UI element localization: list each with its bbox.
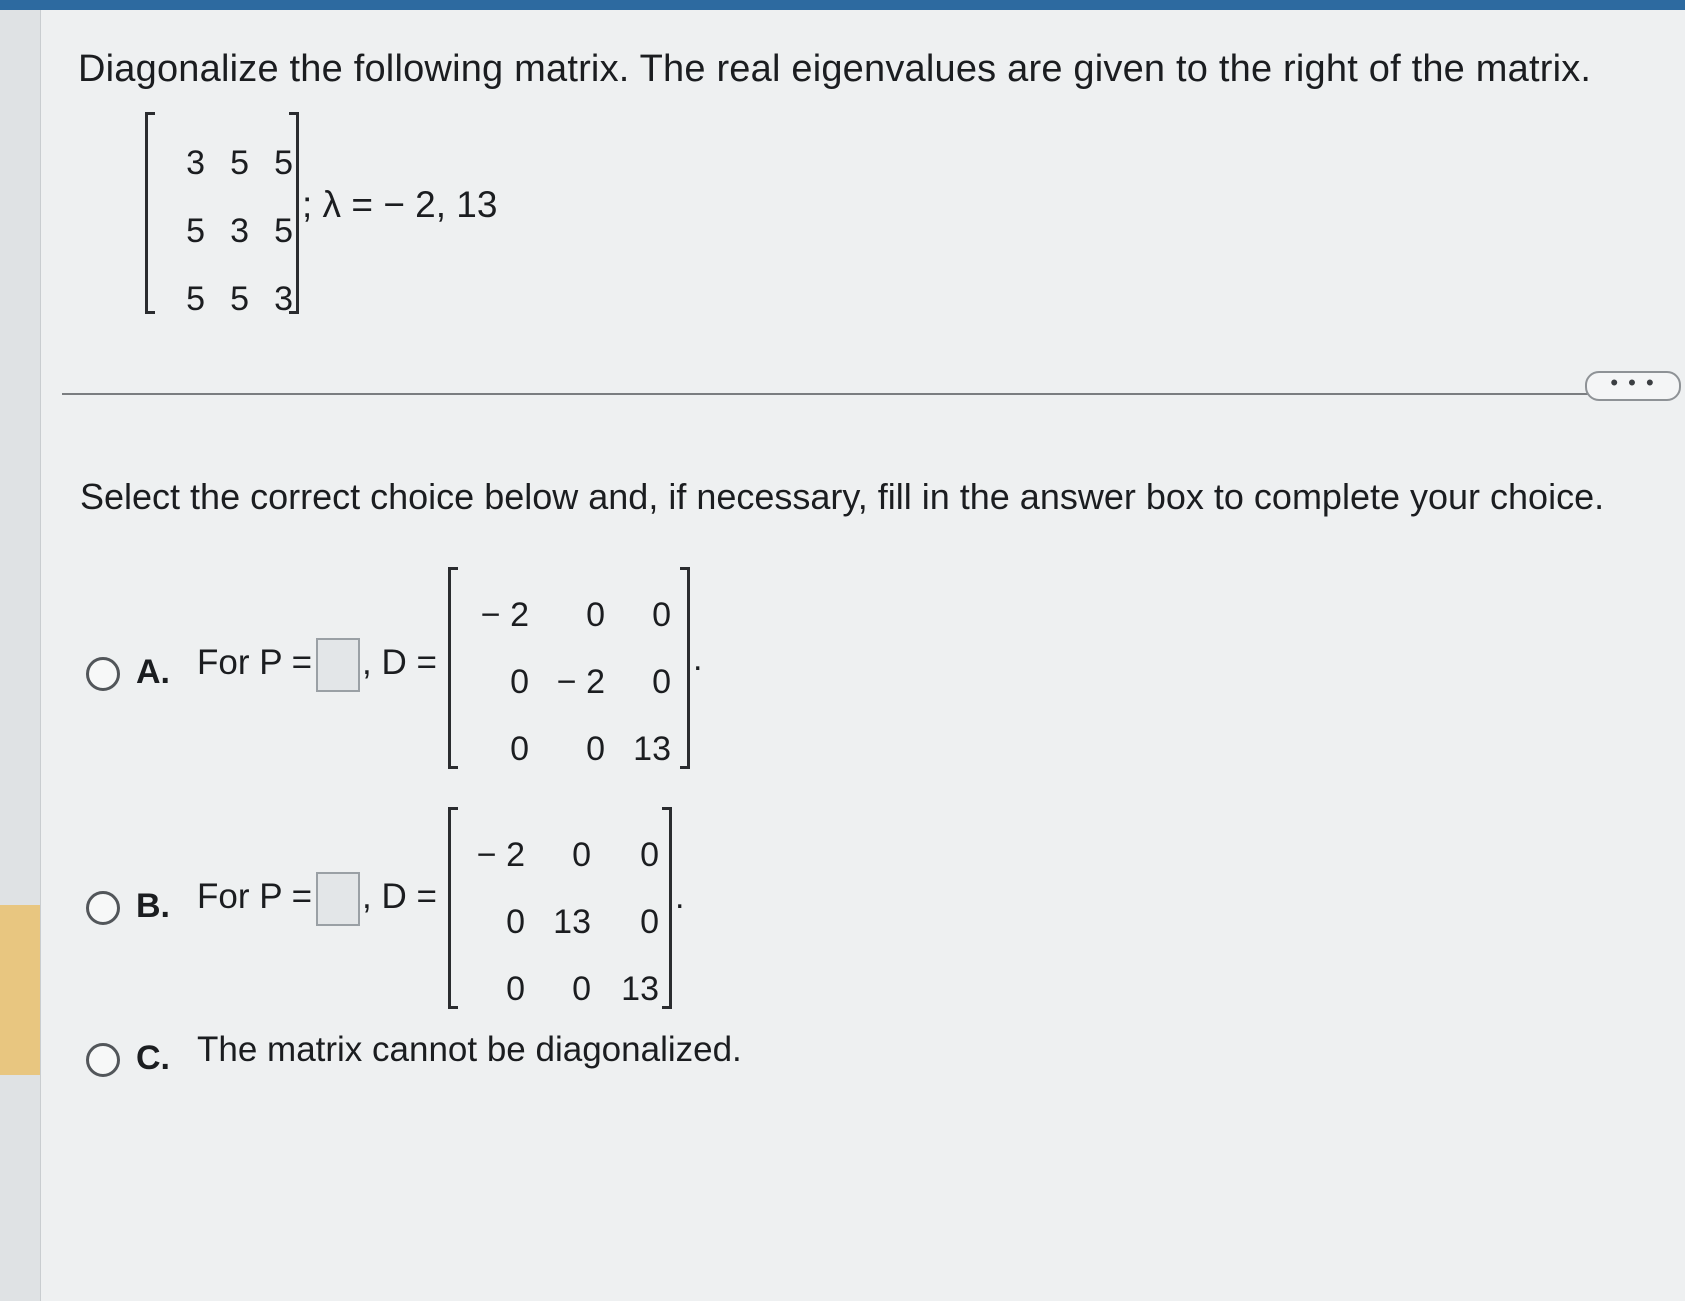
matrix-cell: 0 bbox=[586, 596, 605, 634]
matrix-cell: 5 bbox=[230, 143, 249, 182]
choice-a-prefix: For P = bbox=[197, 643, 313, 682]
instruction-text: Select the correct choice below and, if necessary, fill in the answer box to complete your choice. bbox=[80, 476, 1605, 517]
choice-b-period: . bbox=[675, 878, 685, 916]
matrix-cell: 5 bbox=[274, 211, 293, 250]
matrix-cell: − 2 bbox=[556, 663, 605, 701]
matrix-cell: 0 bbox=[510, 663, 529, 701]
matrix-cell: 0 bbox=[640, 836, 659, 874]
choice-b-middle: , D = bbox=[362, 877, 437, 916]
matrix-cell: 5 bbox=[186, 279, 205, 318]
left-panel-accent bbox=[0, 905, 40, 1075]
divider bbox=[62, 393, 1590, 395]
matrix-cell: 3 bbox=[186, 143, 205, 182]
choice-c-text: The matrix cannot be diagonalized. bbox=[197, 1030, 742, 1069]
matrix-cell: 3 bbox=[230, 211, 249, 250]
choice-a-answer-box[interactable] bbox=[316, 638, 360, 692]
choice-a-d-matrix bbox=[448, 570, 690, 766]
matrix-cell: 0 bbox=[586, 730, 605, 768]
choice-c-letter: C. bbox=[136, 1039, 170, 1077]
choice-a-middle: , D = bbox=[362, 643, 437, 682]
matrix-cell: 0 bbox=[510, 730, 529, 768]
matrix-cell: 3 bbox=[274, 279, 293, 318]
top-bar bbox=[0, 0, 1685, 10]
given-matrix bbox=[145, 115, 299, 318]
choice-b-radio[interactable] bbox=[86, 891, 120, 925]
matrix-cell: − 2 bbox=[480, 596, 529, 634]
eigenvalues-text: ; λ = − 2, 13 bbox=[302, 184, 498, 225]
choice-c-radio[interactable] bbox=[86, 1043, 120, 1077]
matrix-cell: 13 bbox=[621, 970, 659, 1008]
matrix-cell: 13 bbox=[633, 730, 671, 768]
matrix-cell: 5 bbox=[274, 143, 293, 182]
matrix-cell: 0 bbox=[640, 903, 659, 941]
more-options-button[interactable]: • • • bbox=[1585, 371, 1681, 401]
choice-a-letter: A. bbox=[136, 653, 170, 691]
left-panel-edge bbox=[0, 10, 41, 1301]
choice-a-period: . bbox=[693, 640, 703, 678]
matrix-cell: 0 bbox=[572, 836, 591, 874]
choice-a-radio[interactable] bbox=[86, 657, 120, 691]
matrix-cell: 5 bbox=[186, 211, 205, 250]
matrix-cell: 0 bbox=[506, 903, 525, 941]
matrix-cell: 0 bbox=[652, 596, 671, 634]
question-text: Diagonalize the following matrix. The real eigenvalues are given to the right of the matrix. bbox=[78, 48, 1592, 90]
choice-b-letter: B. bbox=[136, 887, 170, 925]
matrix-cell: 13 bbox=[553, 903, 591, 941]
choice-b-prefix: For P = bbox=[197, 877, 313, 916]
matrix-cell: 0 bbox=[506, 970, 525, 1008]
choice-b-answer-box[interactable] bbox=[316, 872, 360, 926]
matrix-cell: 5 bbox=[230, 279, 249, 318]
choice-b-d-matrix bbox=[448, 810, 672, 1006]
matrix-cell: 0 bbox=[572, 970, 591, 1008]
matrix-cell: − 2 bbox=[476, 836, 525, 874]
matrix-cell: 0 bbox=[652, 663, 671, 701]
